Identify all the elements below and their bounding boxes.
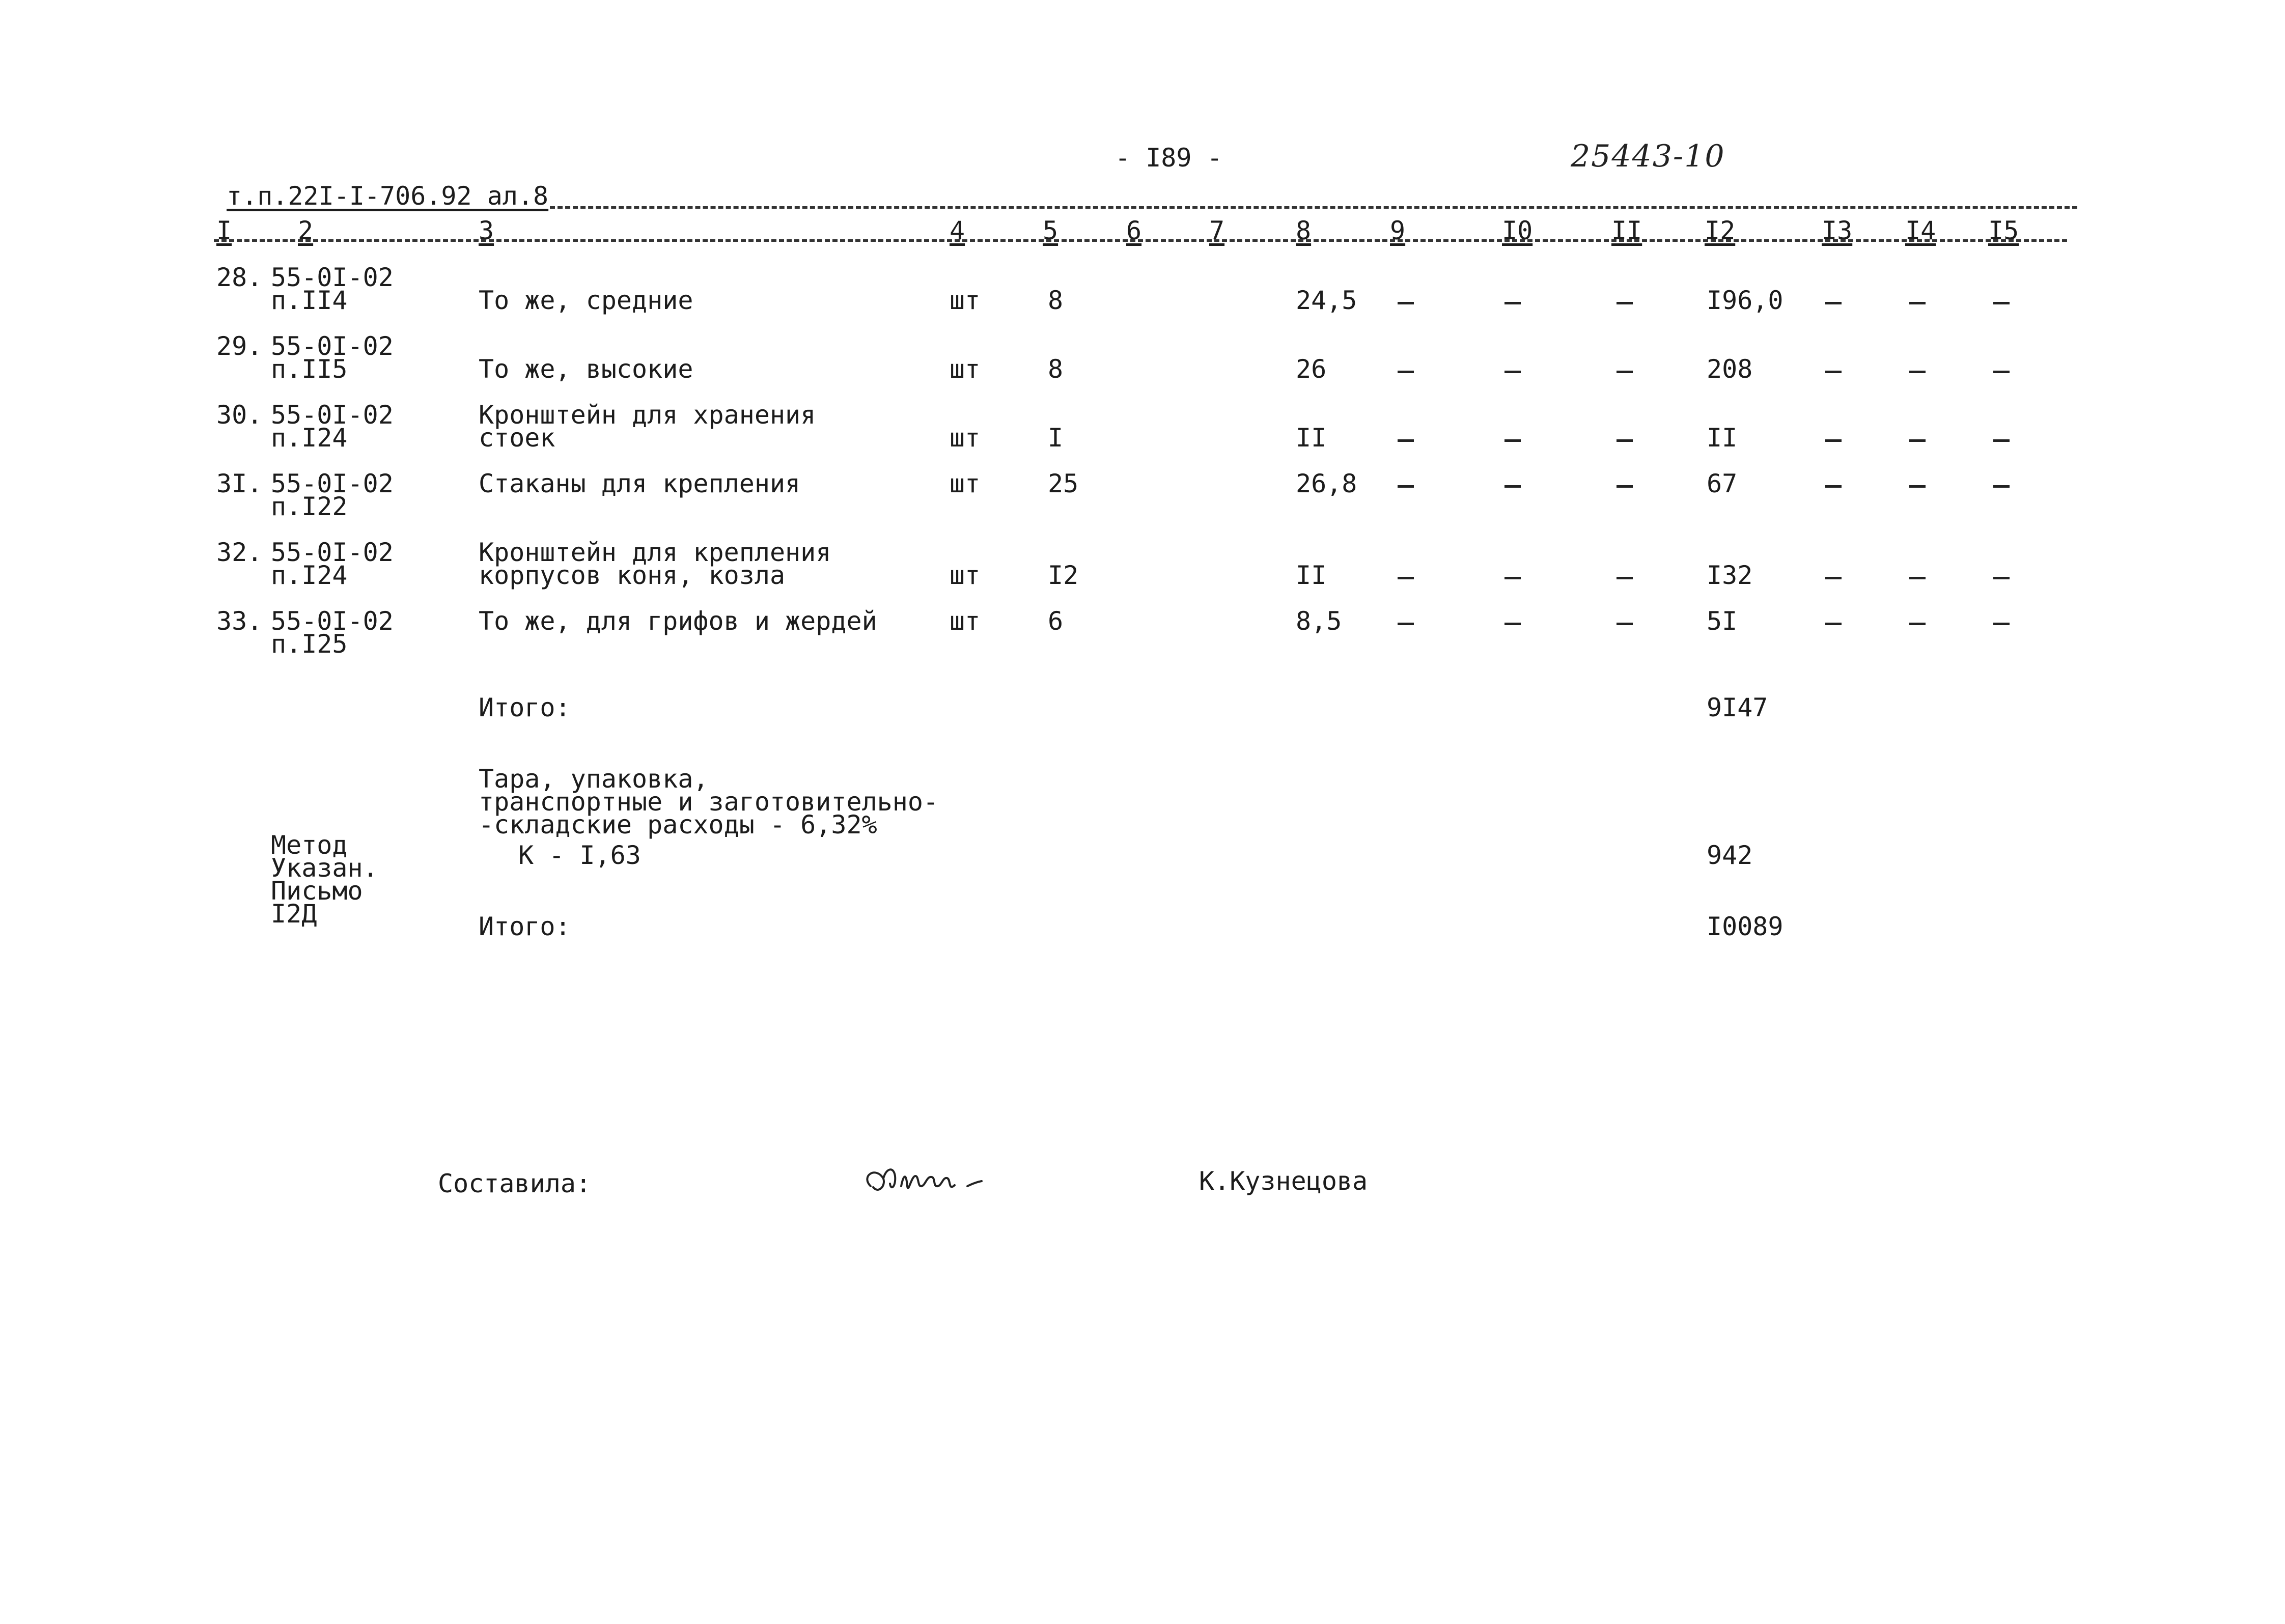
- item-code: 55-0I-02: [271, 469, 394, 498]
- handwritten-signature: [855, 1156, 1028, 1212]
- dash-mark-c9: [1398, 577, 1414, 579]
- row-number: 30.: [216, 400, 263, 430]
- quantity-cell: 8: [1048, 286, 1064, 315]
- item-name: Кронштейн для хранения: [479, 400, 816, 430]
- method-note-1: Метод: [271, 830, 348, 860]
- row-number: 28.: [216, 263, 263, 292]
- item-position: п.II4: [271, 286, 348, 315]
- total-label: Итого:: [479, 912, 571, 941]
- unit-cell: шт: [950, 469, 981, 498]
- dash-mark-c13: [1825, 371, 1842, 373]
- col-header-4: 4: [950, 216, 965, 245]
- row-number: 3I.: [216, 469, 263, 498]
- item-position: п.I24: [271, 561, 348, 590]
- dash-mark-c10: [1504, 371, 1521, 373]
- price-cell: 8,5: [1296, 606, 1342, 636]
- total-cell: 5I: [1707, 606, 1738, 636]
- overhead-line-2: транспортные и заготовительно-: [479, 787, 939, 817]
- method-note-3: Письмо: [271, 876, 363, 906]
- col-header-2: 2: [298, 216, 314, 245]
- dash-mark-c9: [1398, 623, 1414, 625]
- price-cell: 26,8: [1296, 469, 1357, 498]
- dash-mark-c13: [1825, 623, 1842, 625]
- item-code: 55-0I-02: [271, 331, 394, 361]
- dash-mark-c14: [1909, 577, 1926, 579]
- dash-mark-c15: [1993, 439, 2010, 442]
- col-header-9: 9: [1390, 216, 1406, 245]
- dash-mark-c10: [1504, 439, 1521, 442]
- dash-mark-c13: [1825, 577, 1842, 579]
- dash-mark-c11: [1617, 371, 1633, 373]
- dash-mark-c9: [1398, 439, 1414, 442]
- subtotal-value: 9I47: [1707, 693, 1768, 722]
- item-position: п.II5: [271, 354, 348, 384]
- dash-mark-c14: [1909, 371, 1926, 373]
- item-code: 55-0I-02: [271, 400, 394, 430]
- dash-mark-c14: [1909, 302, 1926, 304]
- item-name: Кронштейн для крепления: [479, 538, 831, 567]
- row-number: 33.: [216, 606, 263, 636]
- col-header-5: 5: [1043, 216, 1058, 245]
- subtotal-label: Итого:: [479, 693, 571, 722]
- item-name: Стаканы для крепления: [479, 469, 801, 498]
- method-note-4: I2Д: [271, 899, 317, 929]
- dash-mark-c10: [1504, 302, 1521, 304]
- dash-mark-c14: [1909, 623, 1926, 625]
- dash-mark-c11: [1617, 439, 1633, 442]
- price-cell: 24,5: [1296, 286, 1357, 315]
- dash-mark-c14: [1909, 485, 1926, 488]
- reference-dash-line: [550, 206, 2077, 209]
- item-name: То же, для грифов и жердей: [479, 606, 877, 636]
- compiled-by-label: Составила:: [438, 1169, 592, 1198]
- overhead-value: 942: [1707, 841, 1753, 870]
- col-header-12: I2: [1705, 216, 1736, 245]
- item-position: п.I24: [271, 423, 348, 453]
- total-cell: I96,0: [1707, 286, 1784, 315]
- dash-mark-c9: [1398, 371, 1414, 373]
- dash-mark-c15: [1993, 623, 2010, 625]
- dash-mark-c13: [1825, 439, 1842, 442]
- method-note-2: Указан.: [271, 853, 378, 883]
- col-header-7: 7: [1209, 216, 1225, 245]
- total-cell: 208: [1707, 354, 1753, 384]
- quantity-cell: I: [1048, 423, 1064, 453]
- item-position: п.I25: [271, 629, 348, 659]
- dash-mark-c9: [1398, 485, 1414, 488]
- price-cell: II: [1296, 561, 1327, 590]
- row-number: 29.: [216, 331, 263, 361]
- col-header-1: I: [216, 216, 232, 245]
- dash-mark-c11: [1617, 485, 1633, 488]
- dash-mark-c13: [1825, 485, 1842, 488]
- item-code: 55-0I-02: [271, 538, 394, 567]
- dash-mark-c10: [1504, 623, 1521, 625]
- dash-mark-c9: [1398, 302, 1414, 304]
- dash-mark-c14: [1909, 439, 1926, 442]
- dash-mark-c11: [1617, 577, 1633, 579]
- quantity-cell: 25: [1048, 469, 1079, 498]
- price-cell: II: [1296, 423, 1327, 453]
- quantity-cell: I2: [1048, 561, 1079, 590]
- unit-cell: шт: [950, 561, 981, 590]
- dash-mark-c15: [1993, 302, 2010, 304]
- col-header-8: 8: [1296, 216, 1312, 245]
- page-number: - I89 -: [1115, 143, 1222, 173]
- dash-mark-c15: [1993, 577, 2010, 579]
- col-header-13: I3: [1822, 216, 1853, 245]
- row-number: 32.: [216, 538, 263, 567]
- col-header-6: 6: [1126, 216, 1142, 245]
- col-header-10: I0: [1502, 216, 1533, 245]
- item-name: То же, средние: [479, 286, 693, 315]
- dash-mark-c11: [1617, 623, 1633, 625]
- reference-code: т.п.22I-I-706.92 ал.8: [227, 181, 549, 211]
- compiler-name: К.Кузнецова: [1199, 1166, 1368, 1196]
- col-header-11: II: [1611, 216, 1642, 245]
- document-number: 25443-10: [1571, 138, 1725, 174]
- quantity-cell: 6: [1048, 606, 1064, 636]
- overhead-line-1: Тара, упаковка,: [479, 764, 709, 794]
- total-value: I0089: [1707, 912, 1784, 941]
- price-cell: 26: [1296, 354, 1327, 384]
- item-code: 55-0I-02: [271, 606, 394, 636]
- unit-cell: шт: [950, 354, 981, 384]
- item-name-cont: стоек: [479, 423, 555, 453]
- total-cell: II: [1707, 423, 1738, 453]
- item-name: То же, высокие: [479, 354, 693, 384]
- dash-mark-c15: [1993, 485, 2010, 488]
- col-header-15: I5: [1988, 216, 2019, 245]
- dash-mark-c10: [1504, 485, 1521, 488]
- dash-mark-c15: [1993, 371, 2010, 373]
- quantity-cell: 8: [1048, 354, 1064, 384]
- header-dash-line: [214, 239, 2067, 242]
- dash-mark-c11: [1617, 302, 1633, 304]
- coefficient: К - I,63: [518, 841, 641, 870]
- item-code: 55-0I-02: [271, 263, 394, 292]
- col-header-3: 3: [479, 216, 494, 245]
- item-position: п.I22: [271, 492, 348, 521]
- total-cell: 67: [1707, 469, 1738, 498]
- col-header-14: I4: [1905, 216, 1936, 245]
- unit-cell: шт: [950, 423, 981, 453]
- dash-mark-c13: [1825, 302, 1842, 304]
- dash-mark-c10: [1504, 577, 1521, 579]
- item-name-cont: корпусов коня, козла: [479, 561, 786, 590]
- unit-cell: шт: [950, 606, 981, 636]
- overhead-line-3: -складские расходы - 6,32%: [479, 810, 877, 839]
- total-cell: I32: [1707, 561, 1753, 590]
- unit-cell: шт: [950, 286, 981, 315]
